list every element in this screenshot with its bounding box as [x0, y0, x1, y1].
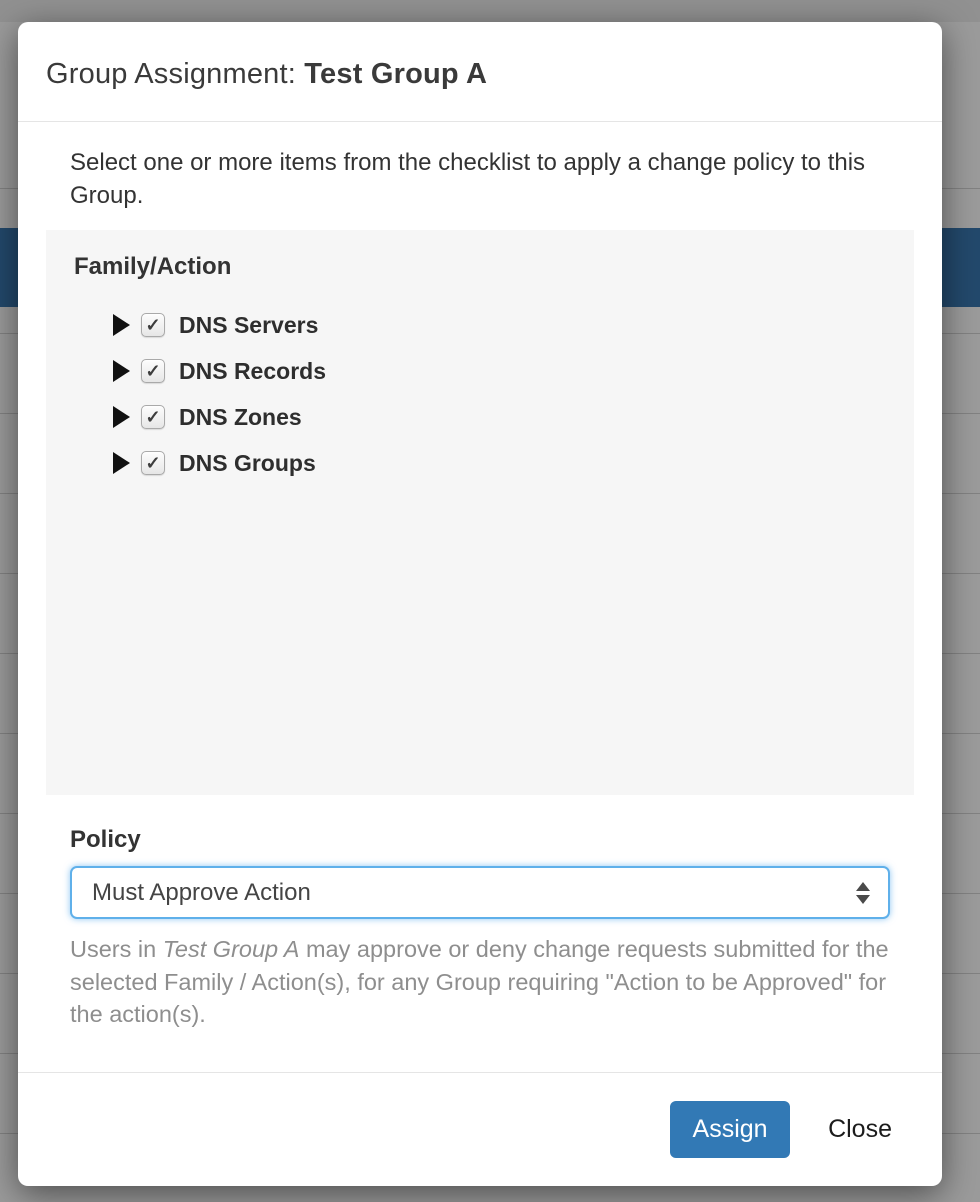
tree-item-label: DNS Records [179, 357, 326, 384]
tree-item-dns-groups[interactable] [113, 440, 886, 486]
group-assignment-dialog [18, 22, 942, 1186]
checklist-heading: Family/Action [74, 253, 232, 280]
tree-item-dns-records[interactable] [113, 348, 886, 394]
dns-records-checkbox[interactable]: ✓ [141, 359, 165, 383]
policy-select-value: Must Approve Action [92, 878, 311, 906]
dialog-description: Select one or more items from the checklist to apply a change policy to this Group. [70, 149, 866, 209]
dialog-title-group-name: Test Group A [304, 58, 488, 90]
dialog-footer [18, 1072, 942, 1186]
tree-item-label: DNS Groups [179, 449, 316, 476]
policy-select[interactable] [70, 866, 890, 919]
tree-item-label: DNS Zones [179, 403, 302, 430]
dns-zones-checkbox[interactable]: ✓ [141, 405, 165, 429]
expand-caret-icon[interactable] [113, 406, 130, 428]
expand-caret-icon[interactable] [113, 314, 130, 336]
expand-caret-icon[interactable] [113, 360, 130, 382]
assign-button[interactable]: Assign [670, 1101, 790, 1158]
tree-item-dns-zones[interactable] [113, 394, 886, 440]
family-action-tree [113, 302, 886, 486]
caret-down-icon [856, 895, 870, 904]
policy-help-group-name: Test Group A [162, 936, 300, 962]
background-header-strip [0, 0, 980, 22]
dialog-body [18, 122, 942, 1072]
policy-help-prefix: Users in [70, 936, 163, 962]
dialog-header [18, 22, 942, 122]
dialog-title-prefix: Group Assignment: [46, 58, 305, 90]
caret-up-icon [856, 882, 870, 891]
dns-servers-checkbox[interactable]: ✓ [141, 313, 165, 337]
dns-groups-checkbox[interactable]: ✓ [141, 451, 165, 475]
close-button[interactable]: Close [828, 1115, 892, 1143]
policy-help-text [70, 933, 890, 1031]
tree-item-label: DNS Servers [179, 311, 319, 338]
family-action-checklist-panel [46, 230, 914, 795]
select-spinner-icon [856, 882, 870, 904]
expand-caret-icon[interactable] [113, 452, 130, 474]
tree-item-dns-servers[interactable] [113, 302, 886, 348]
dialog-title [46, 58, 914, 91]
policy-heading: Policy [70, 826, 141, 853]
policy-help-suffix: may approve or deny change requests submitted for the selected Family / Action(s), for any Group requiring "Action to be Approved" for the action(s). [70, 936, 889, 1027]
